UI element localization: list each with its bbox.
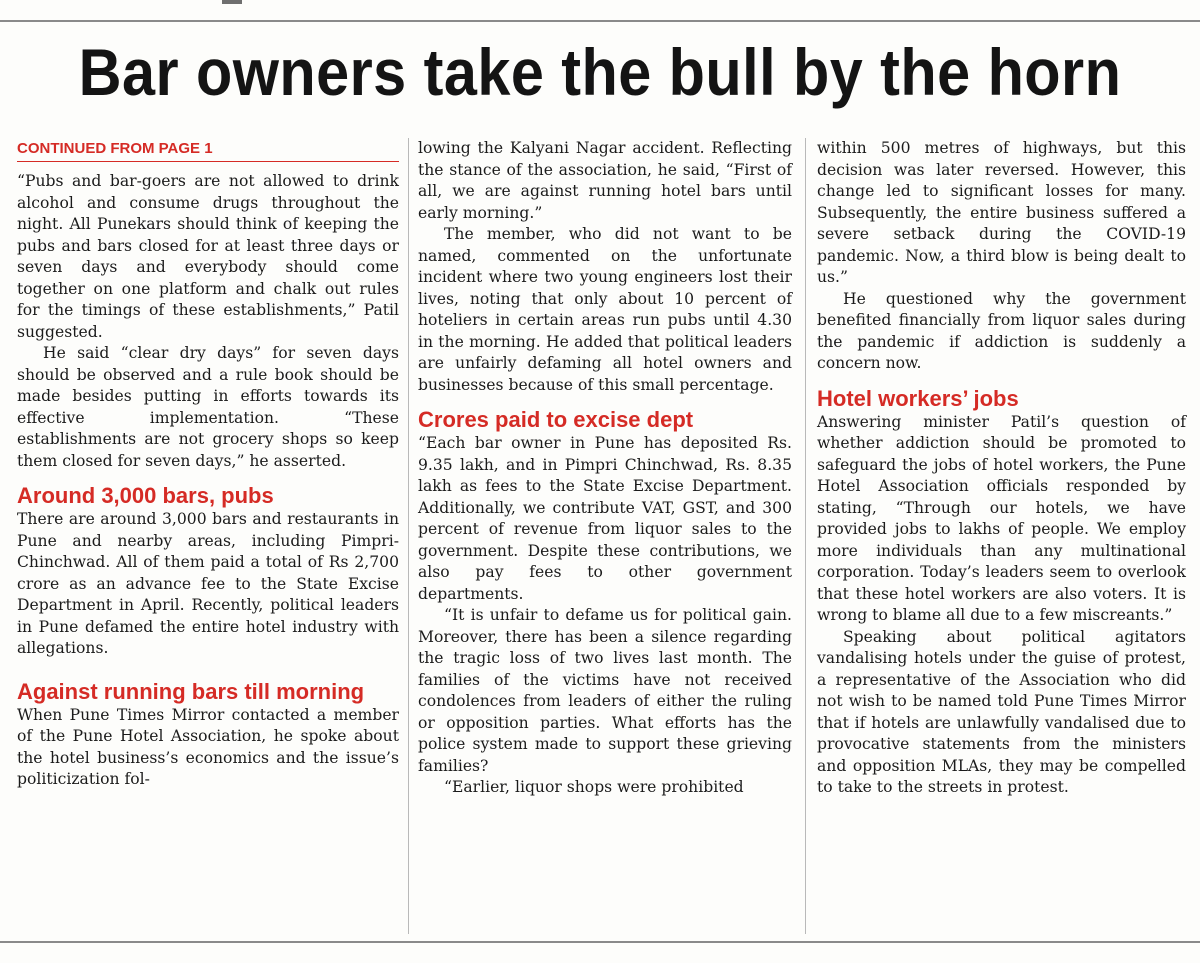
column-1 (17, 138, 399, 791)
paragraph: “Earlier, liquor shops were prohibited (444, 778, 744, 796)
paragraph: When Pune Times Mirror contacted a member of the Pune Hotel Association, he spoke about the hotel business’s economics and the issue’s politicization fol- (17, 705, 399, 788)
top-rule (0, 20, 1200, 22)
headline: Bar owners take the bull by the horn (78, 35, 1122, 109)
subheading: Against running bars till morning (17, 678, 365, 704)
paragraph: within 500 metres of highways, but this decision was later reversed. However, this change led to significant losses for many. Subsequently, the entire business suffered a severe setback during the COVID-19 pandemic. Now, a third blow is being dealt to us.” (817, 139, 1186, 286)
subheading: Hotel workers’ jobs (817, 385, 1019, 411)
paragraph: “Pubs and bar-goers are not allowed to drink alcohol and consume drugs throughout the night. All Punekars should think of keeping the pubs and bars closed for at least three days or seven days and everybody should come together on one platform and chalk out rules for the timings of these establishments,” Patil suggested. (17, 172, 399, 341)
subheading: Crores paid to excise dept (418, 407, 694, 432)
paragraph: “Each bar owner in Pune has deposited Rs. 9.35 lakh, and in Pimpri Chinchwad, Rs. 8.35 lakh as fees to the State Excise Department. Additionally, we contribute VAT, GST, and 300 percent of revenue from liquor sales to the government. Despite these contributions, we also pay fees to other government departments. (418, 434, 792, 603)
column-2 (418, 138, 792, 799)
bottom-rule (0, 941, 1200, 943)
paragraph: lowing the Kalyani Nagar accident. Reflecting the stance of the association, he said, “First of all, we are against running hotel bars until early morning.” (418, 139, 792, 222)
subheading: Around 3,000 bars, pubs (17, 483, 274, 508)
paragraph: He questioned why the government benefited financially from liquor sales during the pandemic if addiction is suddenly a concern now. (817, 289, 1186, 372)
top-edge-mark (222, 0, 242, 4)
paragraph: Speaking about political agitators vandalising hotels under the guise of protest, a representative of the Association who did not wish to be named told Pune Times Mirror that if hotels are unlawfully vandalised due to provocative statements from the ministers and opposition MLAs, they may be compelled to take to the streets in protest. (817, 627, 1186, 796)
paragraph: The member, who did not want to be named, commented on the unfortunate incident where two young engineers lost their lives, noting that only about 10 percent of hoteliers in certain areas run pubs until 4.30 in the morning. He added that political leaders are unfairly defaming all hotel owners and businesses because of this small percentage. (418, 225, 792, 394)
paragraph: He said “clear dry days” for seven days should be observed and a rule book should be made besides putting in efforts towards its effective implementation. “These establishments are not grocery shops so keep them closed for seven days,” he asserted. (17, 344, 399, 470)
kicker-continued: CONTINUED FROM PAGE 1 (17, 140, 399, 162)
column-3 (817, 138, 1186, 799)
column-divider (805, 138, 806, 934)
paragraph: Answering minister Patil’s question of whether addiction should be promoted to safeguard the jobs of hotel workers, the Pune Hotel Association officials responded by stating, “Through our hotels, we have provided jobs to lakhs of people. We employ more individuals than any multinational corporation. Today’s leaders seem to overlook that these hotel workers are also voters. It is wrong to blame all due to a few miscreants.” (817, 412, 1186, 624)
column-divider (408, 138, 409, 934)
paragraph: “It is unfair to defame us for political gain. Moreover, there has been a silence regarding the tragic loss of two lives last month. The families of the victims have not received condolences from leaders of either the ruling or opposition parties. What efforts has the police system made to support these grieving families? (418, 606, 792, 775)
paragraph: There are around 3,000 bars and restaurants in Pune and nearby areas, including Pimpri-Chinchwad. All of them paid a total of Rs 2,700 crore as an advance fee to the State Excise Department in April. Recently, political leaders in Pune defamed the entire hotel industry with allegations. (17, 510, 399, 657)
